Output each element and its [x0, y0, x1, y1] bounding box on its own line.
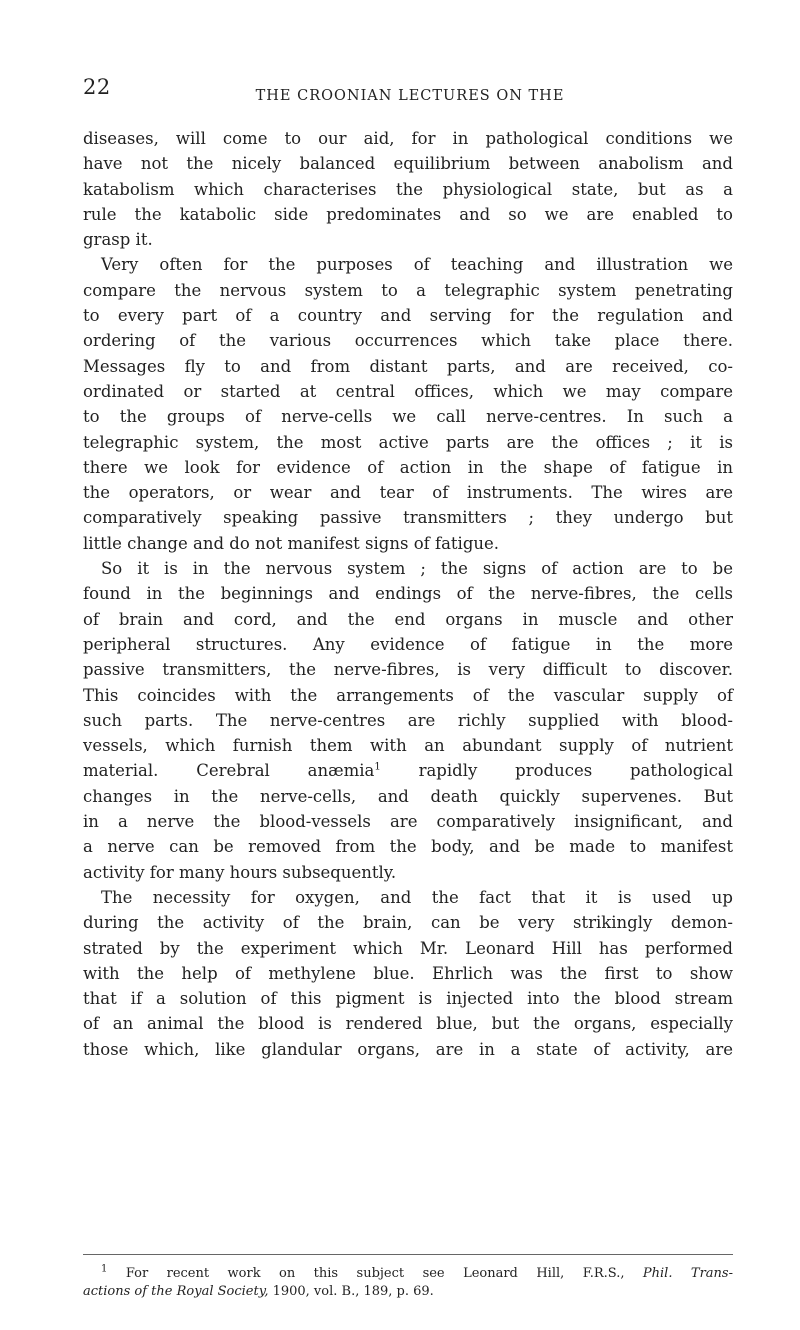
paragraph-start-line: So it is in the nervous system ; the signs of action are to be [101, 559, 733, 579]
footnote-divider [83, 1254, 733, 1255]
text-line: activity for many hours subsequently. [83, 862, 397, 882]
text-line: little change and do not manifest signs of fatigue. [83, 533, 500, 553]
body-text [83, 126, 733, 1062]
text-line: ordinated or started at central offices, which we may compare [83, 381, 733, 401]
footnote-journal-title: Phil. Trans- [642, 1266, 733, 1281]
footnote-text: For recent work on this subject see Leonard Hill, F.R.S., [107, 1266, 643, 1281]
text-line: diseases, will come to our aid, for in pathological conditions we [83, 129, 733, 148]
footnote-line [83, 1265, 733, 1283]
page-number: 22 [83, 75, 111, 99]
text-line: Messages fly to and from distant parts, and are received, co- [83, 356, 733, 376]
text-line: that if a solution of this pigment is injected into the blood stream [83, 989, 733, 1009]
text-line: of an animal the blood is rendered blue, but the organs, especially [83, 1014, 733, 1034]
text-line: katabolism which characterises the physiological state, but as a [83, 179, 733, 199]
text-line: those which, like glandular organs, are in a state of activity, are [83, 1039, 733, 1059]
text-segment: material. Cerebral anæmia [83, 761, 375, 781]
footnote-ref: 1 [374, 761, 381, 773]
footnote [83, 1265, 733, 1301]
text-line: a nerve can be removed from the body, and be made to manifest [83, 837, 733, 857]
text-line-with-footnote-ref [83, 758, 733, 783]
text-line: telegraphic system, the most active parts are the offices ; it is [83, 432, 733, 452]
paragraph-start-line: Very often for the purposes of teaching and illustration we [101, 255, 733, 275]
footnote-journal-title: actions of the Royal Society, [83, 1284, 269, 1299]
text-line: strated by the experiment which Mr. Leonard Hill has performed [83, 938, 733, 958]
text-line: to every part of a country and serving for the regulation and [83, 306, 733, 326]
text-line: This coincides with the arrangements of the vascular supply of [83, 685, 733, 705]
paragraph-start-line: The necessity for oxygen, and the fact that it is used up [101, 887, 733, 907]
text-line: ordering of the various occurrences which take place there. [83, 331, 733, 351]
text-line: there we look for evidence of action in the shape of fatigue in [83, 457, 733, 477]
text-line: comparatively speaking passive transmitters ; they undergo but [83, 508, 733, 528]
text-line: such parts. The nerve-centres are richly supplied with blood- [83, 710, 733, 730]
text-line: with the help of methylene blue. Ehrlich was the first to show [83, 963, 733, 983]
text-line: the operators, or wear and tear of instruments. The wires are [83, 483, 733, 503]
text-line: vessels, which furnish them with an abundant supply of nutrient [83, 736, 733, 756]
text-line: passive transmitters, the nerve-fibres, is very difficult to discover. [83, 660, 733, 680]
running-head: THE CROONIAN LECTURES ON THE [255, 88, 565, 104]
text-line: found in the beginnings and endings of the nerve-fibres, the cells [83, 584, 733, 604]
footnote-line [83, 1283, 733, 1301]
footnote-text: 1900, vol. B., 189, p. 69. [268, 1284, 434, 1299]
text-line: have not the nicely balanced equilibrium between anabolism and [83, 154, 733, 174]
text-line: rule the katabolic side predominates and so we are enabled to [83, 204, 733, 224]
text-line: in a nerve the blood-vessels are comparatively insignificant, and [83, 812, 733, 832]
text-segment: rapidly produces pathological [380, 761, 733, 781]
text-line: compare the nervous system to a telegraphic system penetrating [83, 280, 733, 300]
text-line: grasp it. [83, 230, 153, 250]
text-line: during the activity of the brain, can be very strikingly demon- [83, 913, 733, 933]
text-line: of brain and cord, and the end organs in muscle and other [83, 609, 733, 629]
text-line: peripheral structures. Any evidence of fatigue in the more [83, 634, 733, 654]
footnote-marker: 1 [101, 1263, 108, 1275]
text-line: changes in the nerve-cells, and death quickly supervenes. But [83, 786, 733, 806]
text-line: to the groups of nerve-cells we call nerve-centres. In such a [83, 407, 733, 427]
